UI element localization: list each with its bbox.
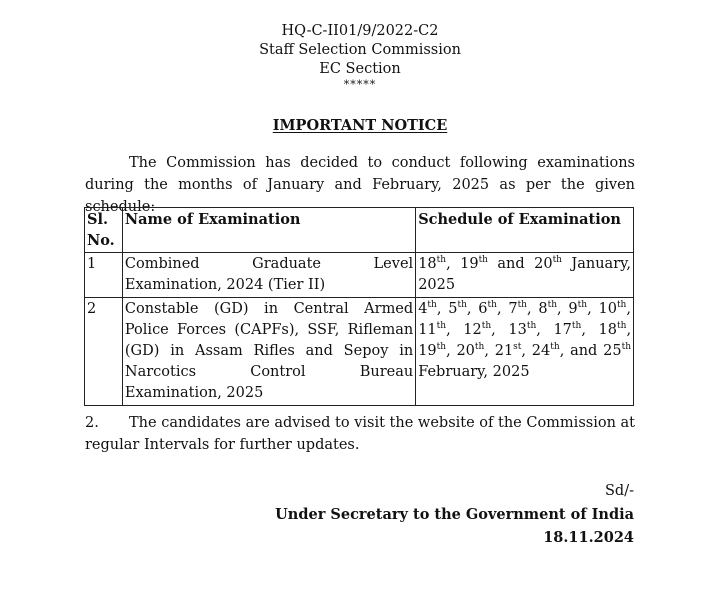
cell-schedule: 4th, 5th, 6th, 7th, 8th, 9th, 10th, 11th, 12th, 13th, 17th, 18th, 19th, 20th, 21st, 24th, and 25th February, 2025: [416, 298, 634, 406]
paragraph-number: 2.: [85, 415, 99, 431]
table-header-row: [85, 208, 634, 253]
table-row: [85, 298, 634, 406]
organization-name: Staff Selection Commission: [259, 42, 461, 58]
reference-number: HQ-C-II01/9/2022-C2: [281, 23, 439, 39]
cell-schedule: 18th, 19th and 20th January, 2025: [416, 253, 634, 298]
signatory-designation: Under Secretary to the Government of India: [275, 506, 634, 523]
signature-block: [275, 480, 634, 549]
advisory-text: The candidates are advised to visit the website of the Commission at regular Intervals for further updates.: [85, 415, 635, 453]
header-exam-name: Name of Examination: [122, 208, 415, 253]
header-sl-no: Sl. No.: [85, 208, 123, 253]
cell-sl-no: 1: [85, 253, 123, 298]
signature-sd: Sd/-: [605, 483, 634, 499]
exam-schedule-table: [84, 207, 634, 406]
notice-header: [0, 22, 720, 91]
cell-exam-name: Constable (GD) in Central Armed Police Forces (CAPFs), SSF, Rifleman (GD) in Assam Rifles and Sepoy in Narcotics Control Bureau Examination, 2025: [122, 298, 415, 406]
cell-exam-name: Combined Graduate Level Examination, 2024 (Tier II): [122, 253, 415, 298]
header-schedule: Schedule of Examination: [416, 208, 634, 253]
section-name: EC Section: [319, 61, 401, 77]
separator-stars: *****: [343, 78, 377, 91]
table-row: [85, 253, 634, 298]
cell-sl-no: 2: [85, 298, 123, 406]
advisory-paragraph: [85, 412, 635, 456]
notice-date: 18.11.2024: [543, 529, 634, 546]
intro-paragraph: The Commission has decided to conduct following examinations during the months of January and February, 2025 as per the given schedule:: [85, 155, 635, 215]
notice-title: IMPORTANT NOTICE: [272, 117, 448, 134]
